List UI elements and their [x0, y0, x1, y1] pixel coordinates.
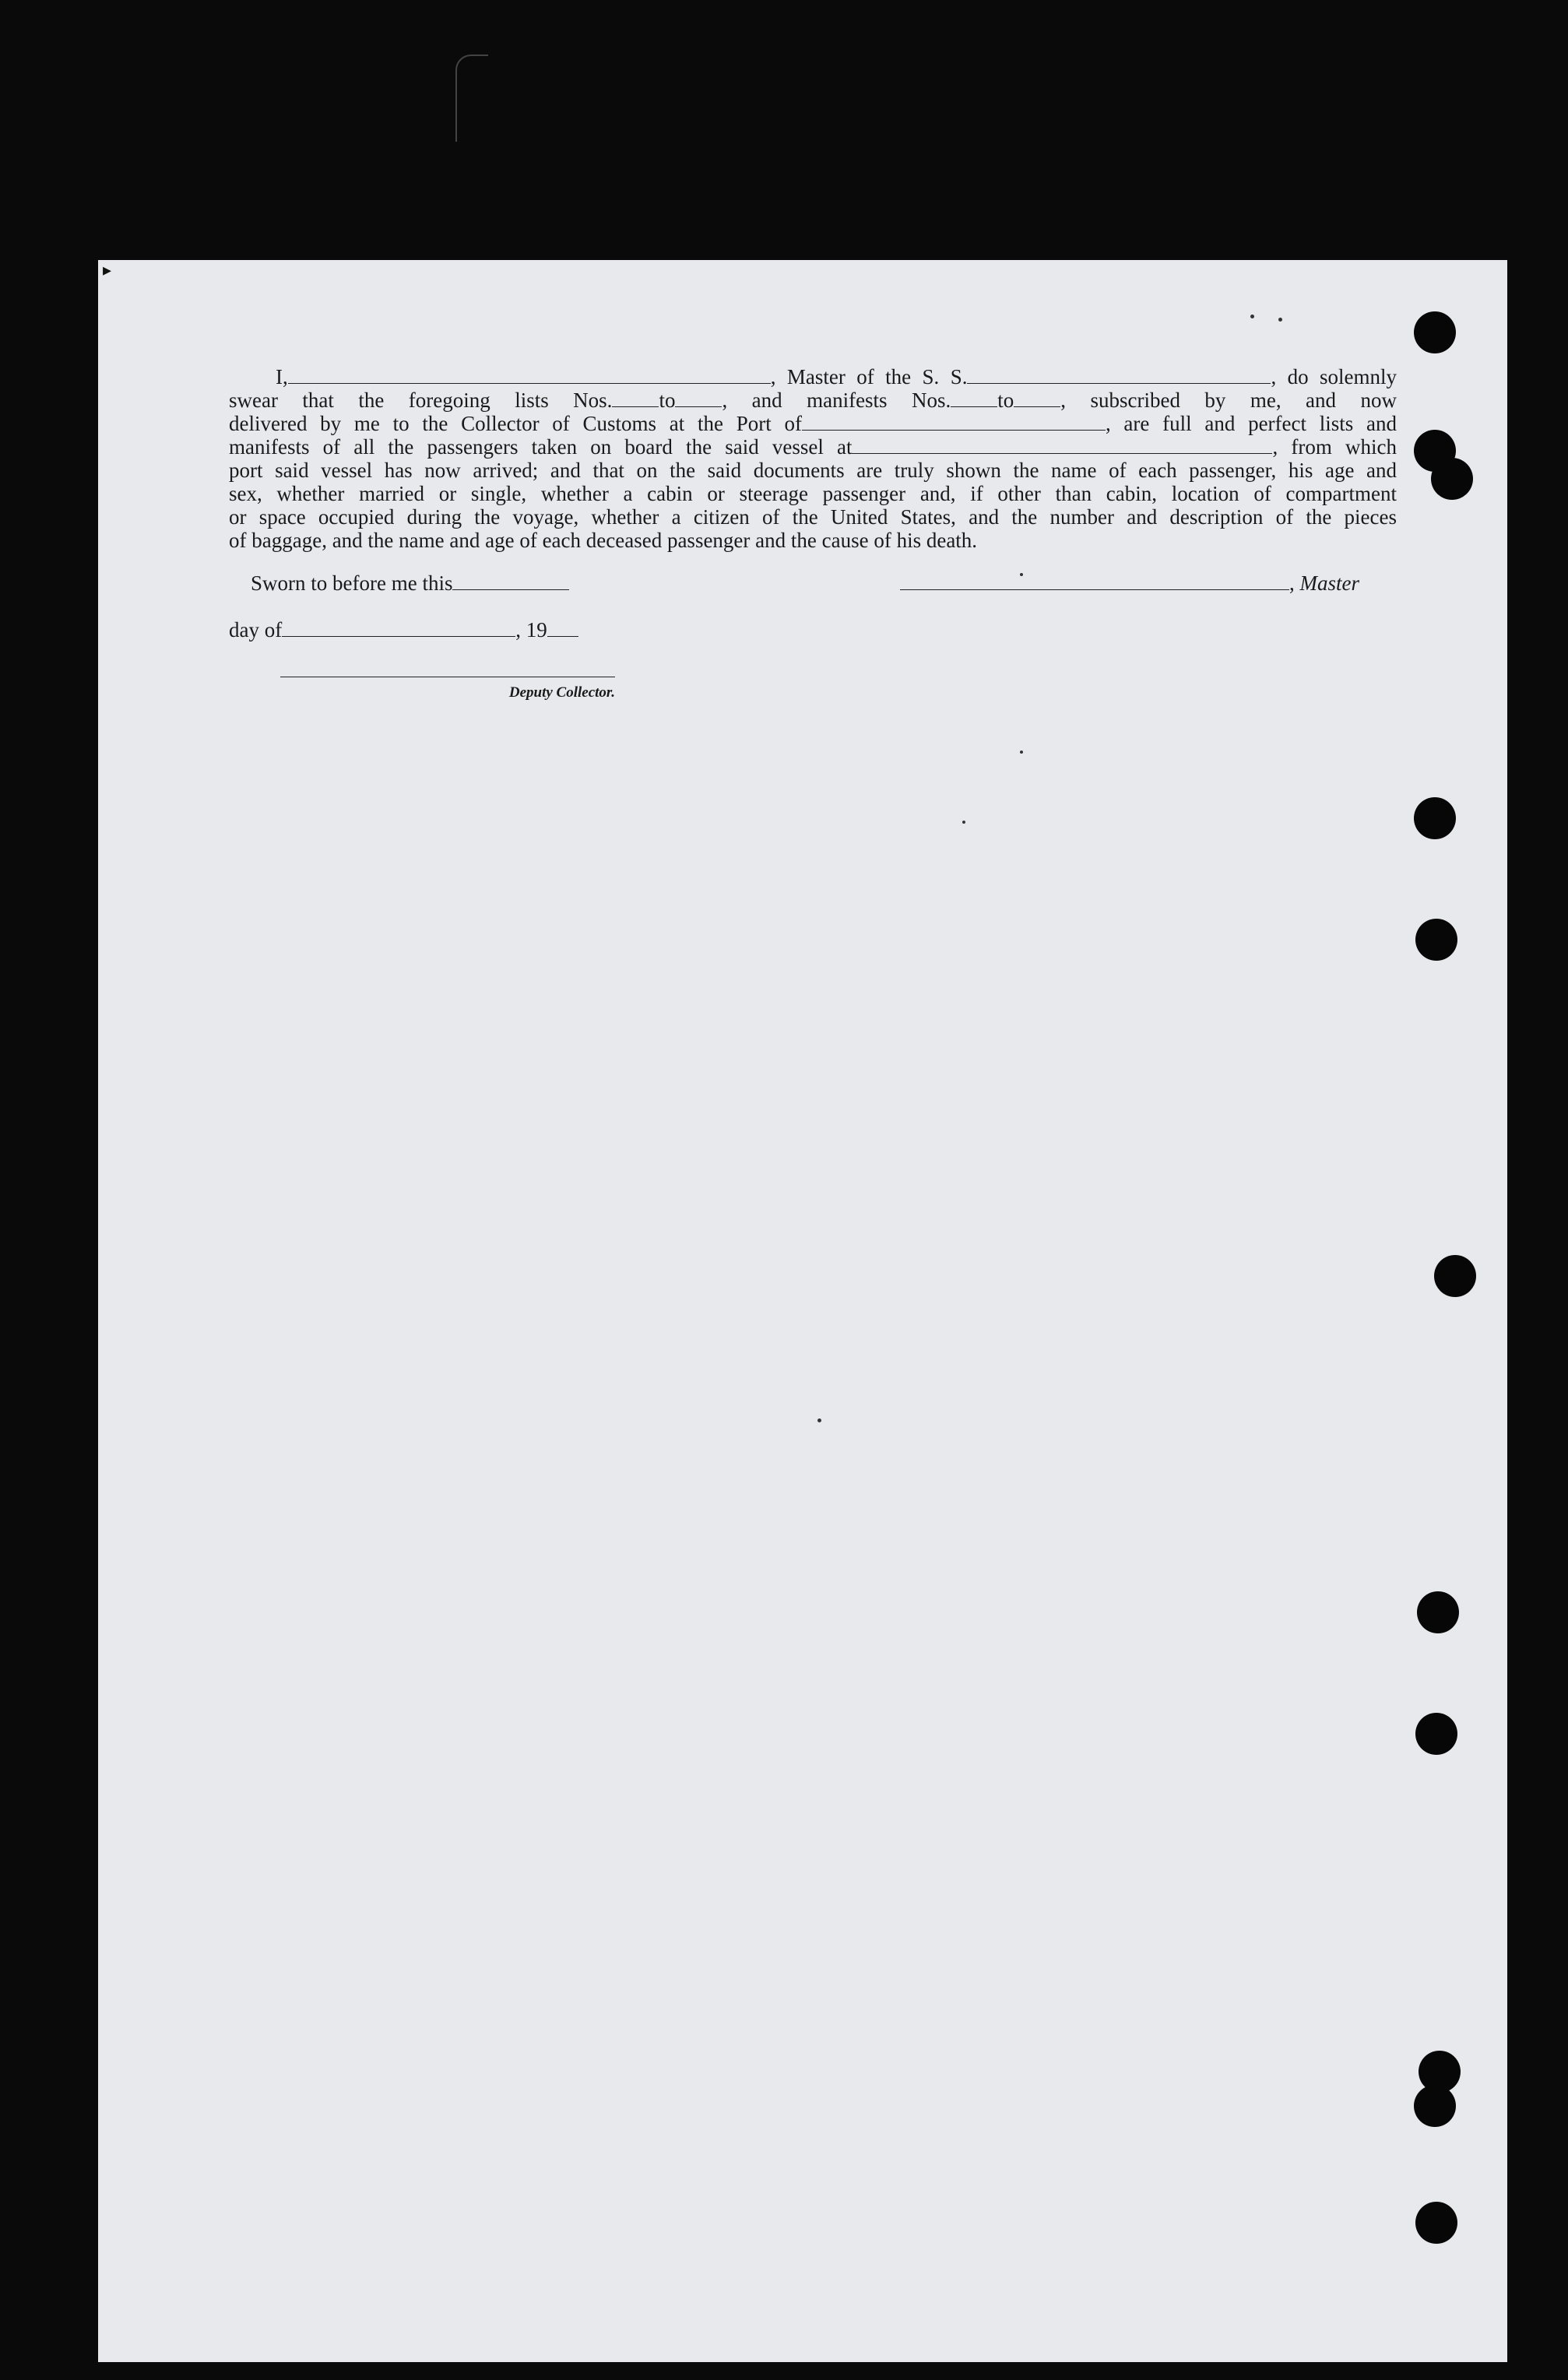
speck: [1278, 318, 1282, 322]
manifests-to-blank: [1014, 391, 1060, 407]
master-signature-line: [900, 571, 1359, 596]
departure-port-blank: [852, 438, 1272, 454]
oath-text: , and manifests Nos.: [722, 388, 951, 412]
day-of-text: day of: [229, 618, 283, 642]
oath-text: delivered by me to the Collector of Customs at the Port of: [229, 412, 802, 435]
sworn-text: Sworn to before me this: [251, 571, 453, 595]
master-oath-paragraph: [229, 365, 1397, 552]
speck: [817, 1419, 821, 1422]
document-page: [98, 260, 1507, 2362]
oath-text: , do solemnly: [1271, 365, 1397, 388]
oath-text: , Master of the S. S.: [770, 365, 968, 388]
port-blank: [802, 414, 1106, 431]
oath-line-6: sex, whether married or single, whether a cabin or steerage passenger and, if other than cabin, location of compartment: [229, 482, 1397, 505]
master-name-blank: [288, 367, 771, 384]
corner-mark: ▸: [103, 260, 112, 279]
speck: [1020, 751, 1023, 754]
month-blank: [282, 620, 515, 637]
oath-text: swear that the foregoing lists Nos.: [229, 388, 613, 412]
oath-text: , subscribed by me, and now: [1060, 388, 1397, 412]
ship-name-blank: [967, 367, 1271, 384]
oath-line-7: or space occupied during the voyage, whether a citizen of the United States, and the number and description of the pieces: [229, 505, 1397, 529]
oath-text: to: [997, 388, 1014, 412]
sworn-line: [251, 571, 569, 596]
sworn-day-blank: [452, 574, 569, 590]
year-prefix-text: , 19: [515, 618, 547, 642]
punch-hole: [1434, 1255, 1476, 1297]
punch-hole: [1414, 311, 1456, 353]
oath-line-4: [229, 435, 1397, 459]
punch-hole: [1414, 2085, 1456, 2127]
oath-text: , are full and perfect lists and: [1105, 412, 1397, 435]
master-label: Master: [1299, 571, 1359, 595]
oath-text: I,: [276, 365, 288, 388]
signature-comma: ,: [1289, 571, 1295, 595]
punch-hole: [1415, 2202, 1457, 2244]
day-of-line: [229, 618, 578, 642]
deputy-collector-label: Deputy Collector.: [508, 684, 615, 701]
punch-hole: [1415, 919, 1457, 961]
punch-hole: [1415, 1713, 1457, 1755]
oath-line-1: [229, 365, 1397, 388]
oath-text: to: [659, 388, 676, 412]
master-signature-blank: [900, 574, 1289, 590]
oath-line-8: of baggage, and the name and age of each deceased passenger and the cause of his death.: [229, 529, 978, 552]
year-blank: [547, 620, 578, 637]
oath-line-3: [229, 412, 1397, 435]
manifests-from-blank: [951, 391, 997, 407]
oath-text: manifests of all the passengers taken on board the said vessel at: [229, 435, 853, 459]
speck: [962, 821, 965, 824]
scan-border-artifact: [455, 54, 488, 142]
oath-line-5: port said vessel has now arrived; and that on the said documents are truly shown the name of each passenger, his age and: [229, 459, 1397, 482]
lists-from-blank: [612, 391, 659, 407]
oath-text: , from which: [1272, 435, 1397, 459]
speck: [1250, 315, 1254, 318]
punch-hole: [1417, 1591, 1459, 1633]
punch-hole: [1414, 797, 1456, 839]
lists-to-blank: [675, 391, 722, 407]
oath-line-2: [229, 388, 1397, 412]
punch-hole: [1431, 458, 1473, 500]
